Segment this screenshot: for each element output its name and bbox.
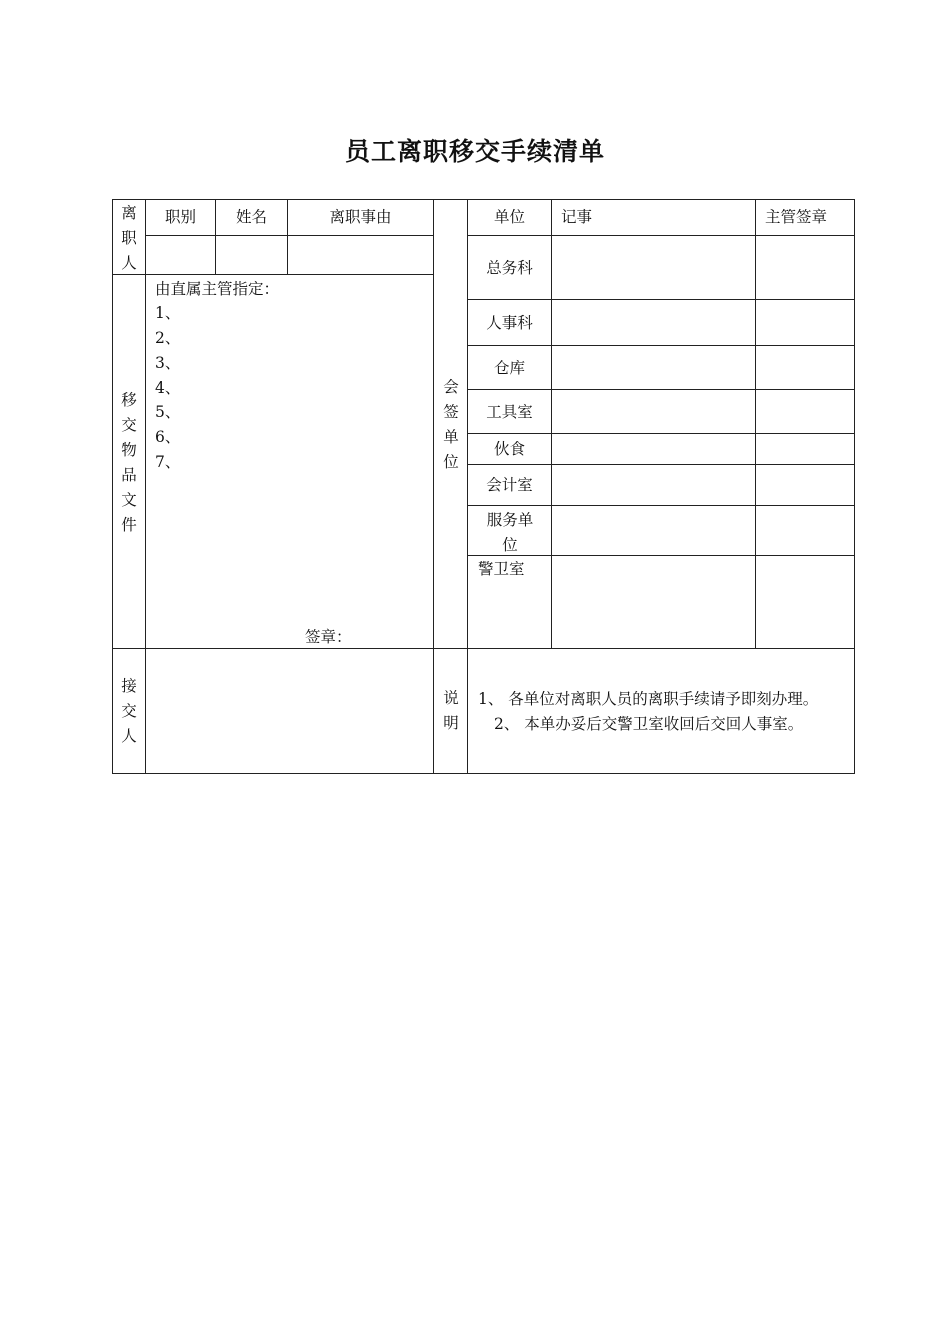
- position-field[interactable]: [146, 236, 215, 274]
- note-line-1: 1、 各单位对离职人员的离职手续请予即刻办理。: [478, 690, 819, 708]
- unit-personnel: 人事科: [486, 314, 533, 332]
- handover-item-3[interactable]: 3、: [155, 354, 181, 372]
- notes-side-label: 说明: [443, 689, 459, 732]
- unit-canteen: 伙食: [493, 440, 525, 458]
- countersign-side-label: 会签单位: [443, 378, 459, 471]
- handover-item-7[interactable]: 7、: [155, 453, 181, 471]
- unit-warehouse: 仓库: [493, 359, 525, 377]
- unit-tool-room: 工具室: [486, 403, 533, 421]
- handover-item-2[interactable]: 2、: [155, 329, 181, 347]
- handover-item-6[interactable]: 6、: [155, 428, 181, 446]
- note-line-2: 2、 本单办妥后交警卫室收回后交回人事室。: [494, 715, 804, 733]
- unit-service: 服务单位: [486, 511, 534, 554]
- handover-intro: 由直属主管指定：: [155, 280, 280, 298]
- header-unit: 单位: [493, 208, 525, 226]
- departing-side-label: 离职人: [121, 204, 137, 272]
- header-name: 姓名: [235, 208, 267, 226]
- handover-item-4[interactable]: 4、: [155, 379, 181, 397]
- handover-side-label: 移交物品文件: [121, 391, 137, 534]
- unit-general-affairs: 总务科: [486, 259, 533, 277]
- unit-security: 警卫室: [478, 560, 525, 578]
- header-reason: 离职事由: [329, 208, 392, 226]
- unit-accounting: 会计室: [486, 476, 533, 494]
- name-field[interactable]: [216, 236, 287, 274]
- header-supervisor-seal: 主管签章: [765, 208, 828, 226]
- handover-signature-label: 签章：: [305, 628, 352, 646]
- page-title: 员工离职移交手续清单: [344, 137, 605, 166]
- receiver-field[interactable]: [146, 649, 433, 773]
- reason-field[interactable]: [288, 236, 433, 274]
- header-position: 职别: [164, 208, 196, 226]
- receiver-side-label: 接交人: [121, 677, 137, 745]
- handover-item-1[interactable]: 1、: [155, 304, 181, 322]
- header-notes: 记事: [561, 208, 593, 226]
- handover-item-5[interactable]: 5、: [155, 403, 181, 421]
